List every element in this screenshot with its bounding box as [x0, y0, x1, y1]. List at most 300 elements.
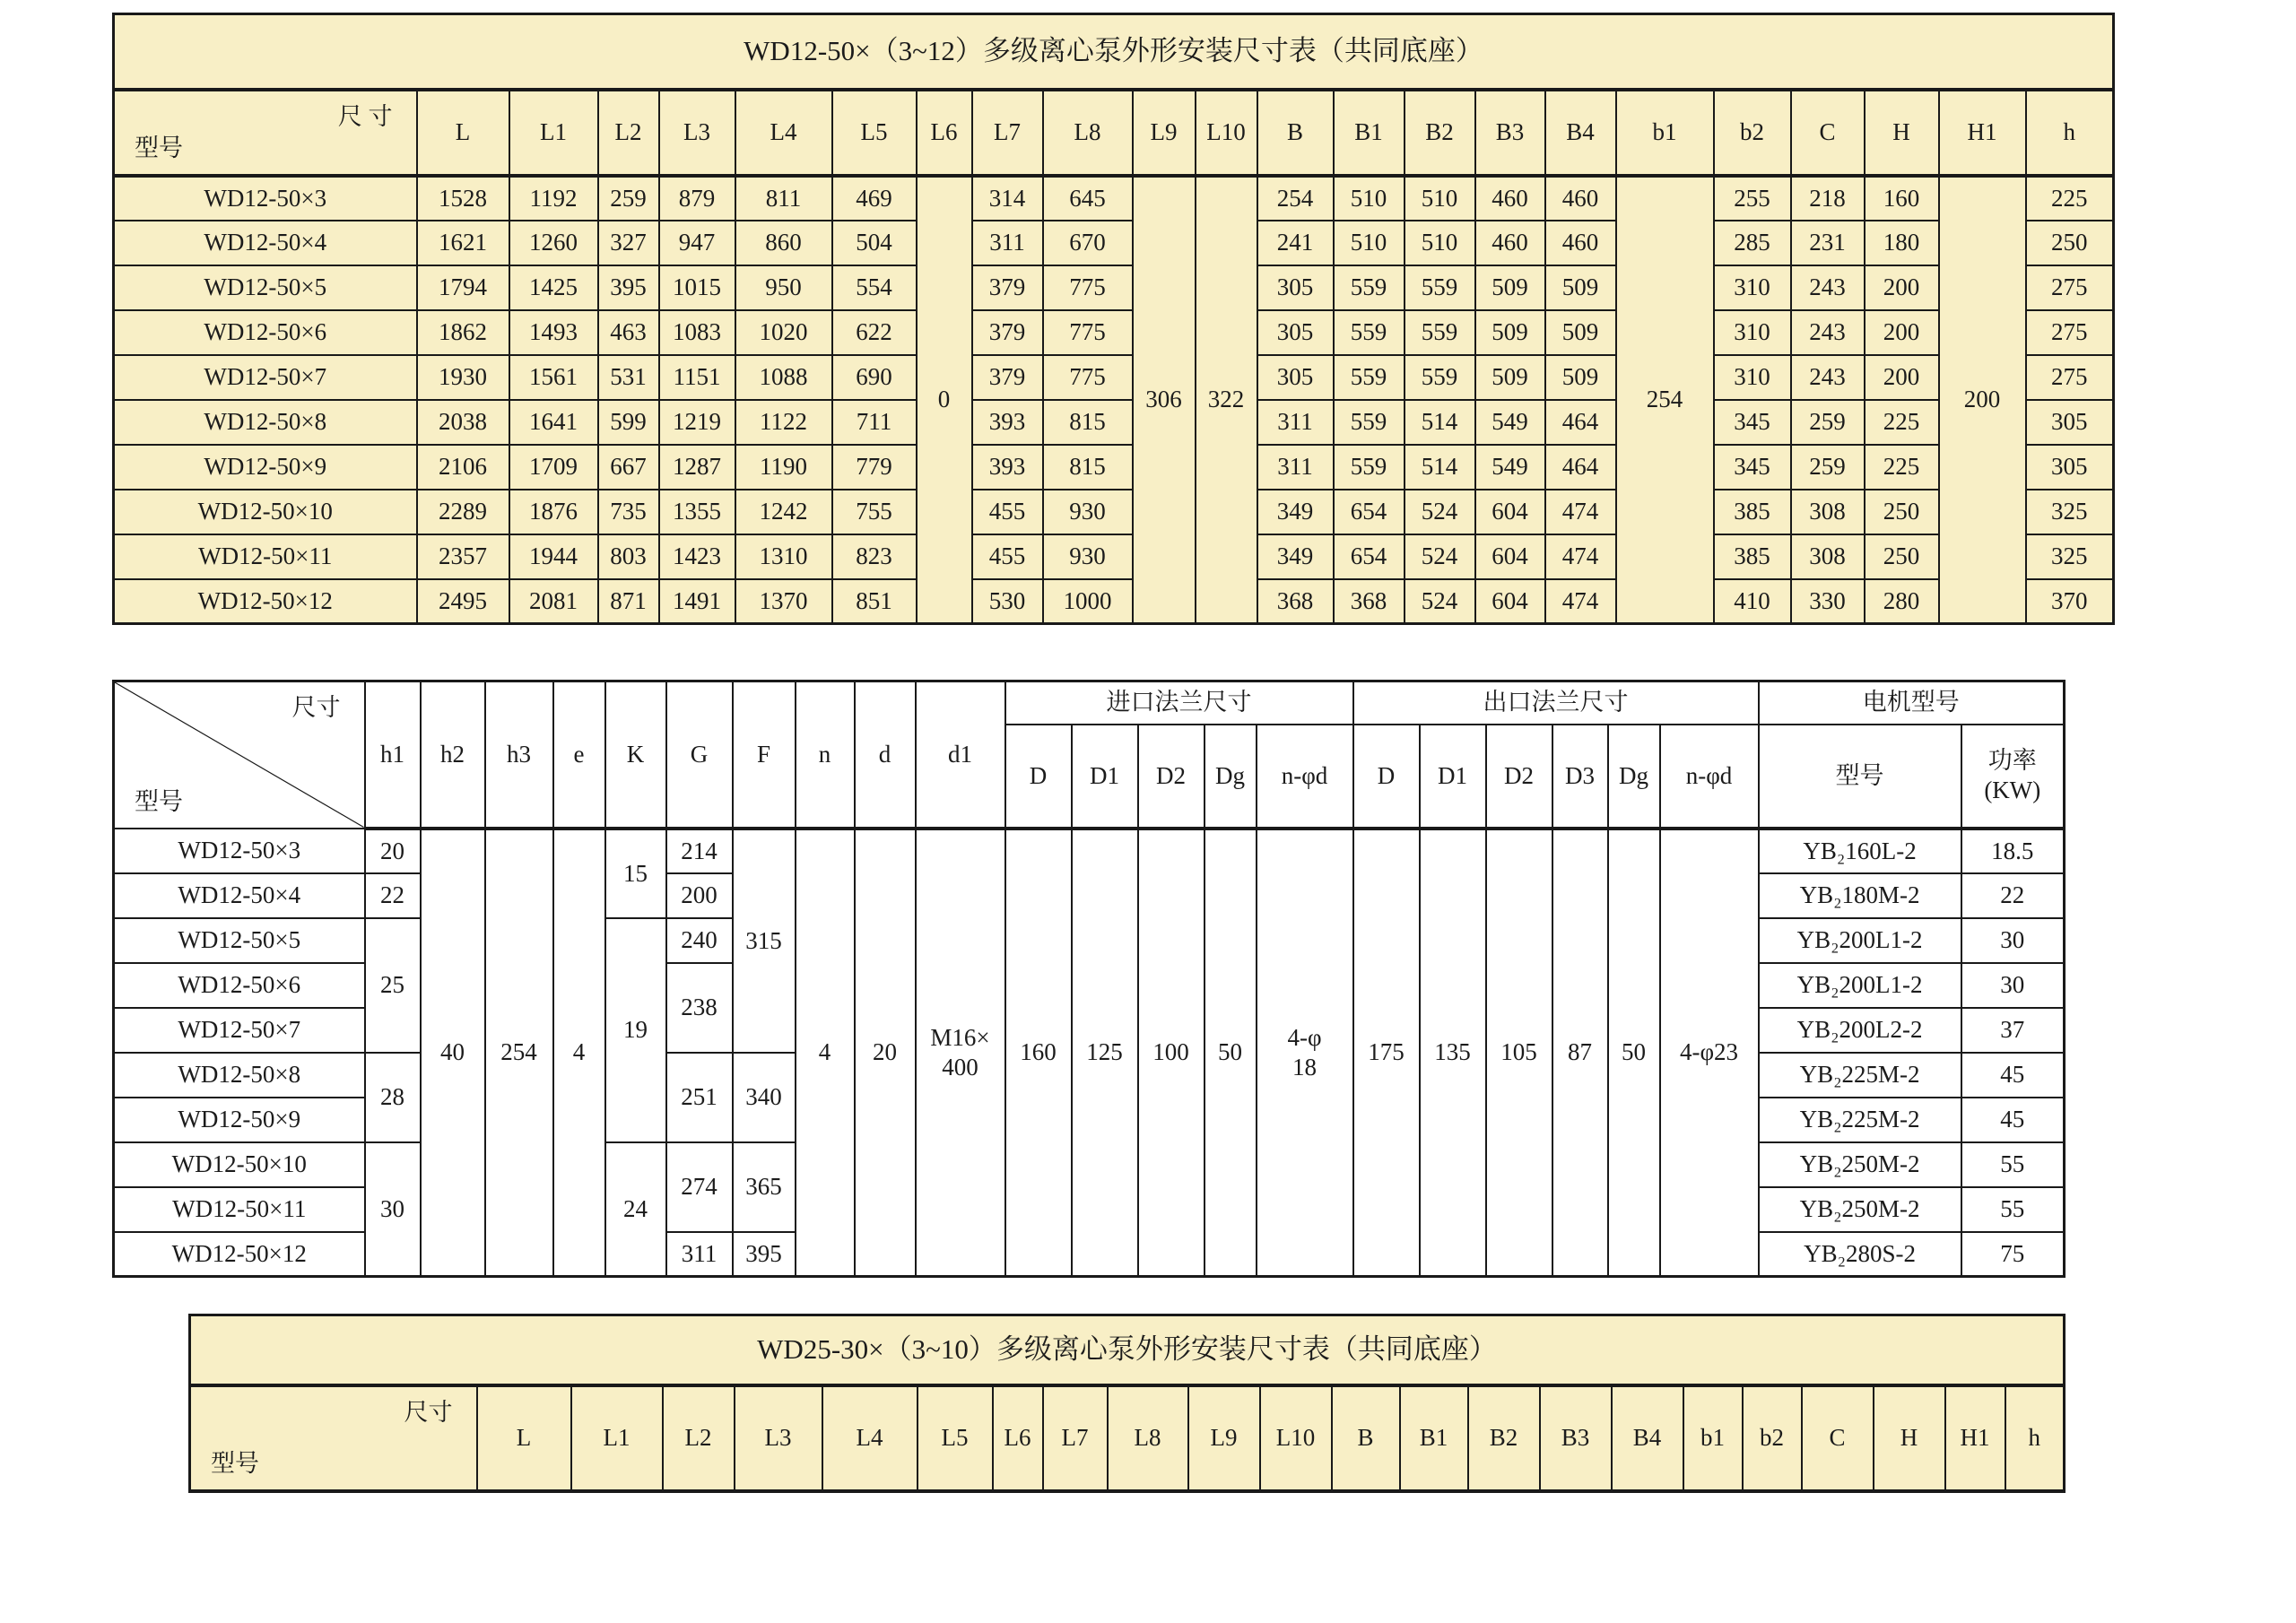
data-cell: 225: [1865, 445, 1939, 490]
col-header: B1: [1334, 90, 1405, 176]
col-header: D1: [1072, 725, 1138, 829]
motor-model-cell: YB₂180M-2: [1759, 873, 1961, 918]
data-cell-merged-G: 251: [666, 1053, 733, 1142]
data-cell: 510: [1334, 176, 1405, 221]
data-cell: 327: [598, 221, 659, 265]
data-cell: 549: [1475, 400, 1545, 445]
data-cell: 393: [972, 445, 1043, 490]
data-cell: 200: [1865, 310, 1939, 355]
data-cell: 250: [1865, 490, 1939, 534]
data-cell: 654: [1334, 534, 1405, 579]
data-cell-merged-h1: 25: [365, 918, 421, 1053]
model-cell: WD12-50×11: [114, 1187, 365, 1232]
data-cell: 1930: [417, 355, 509, 400]
col-header: L4: [822, 1385, 918, 1491]
data-cell: 670: [1043, 221, 1133, 265]
data-cell: 815: [1043, 400, 1133, 445]
model-cell: WD12-50×8: [114, 400, 417, 445]
data-cell: 325: [2026, 490, 2114, 534]
data-cell: 305: [1257, 310, 1334, 355]
data-cell-merged-n: 4: [796, 829, 855, 1277]
data-cell: 241: [1257, 221, 1334, 265]
data-cell: 345: [1714, 445, 1791, 490]
col-header: H: [1874, 1385, 1945, 1491]
col-header: n-φd: [1257, 725, 1353, 829]
group-header-inlet-flange: 进口法兰尺寸: [1005, 681, 1353, 725]
model-cell: WD12-50×4: [114, 873, 365, 918]
data-cell: 950: [735, 265, 832, 310]
data-cell: 2357: [417, 534, 509, 579]
col-header: B: [1257, 90, 1334, 176]
col-header: L2: [663, 1385, 735, 1491]
data-cell: 1015: [659, 265, 735, 310]
data-cell: 214: [666, 829, 733, 873]
data-cell: 460: [1475, 221, 1545, 265]
data-cell-merged-outlet-D2: 105: [1486, 829, 1552, 1277]
data-cell: 711: [832, 400, 917, 445]
col-header: L8: [1043, 90, 1133, 176]
data-cell: 2106: [417, 445, 509, 490]
col-header: L6: [993, 1385, 1043, 1491]
data-cell: 811: [735, 176, 832, 221]
data-cell: 1151: [659, 355, 735, 400]
data-cell: 1528: [417, 176, 509, 221]
data-cell: 1944: [509, 534, 598, 579]
data-cell-merged-h2: 40: [421, 829, 485, 1277]
model-cell: WD12-50×6: [114, 963, 365, 1008]
table-row: [114, 445, 2114, 490]
group-header-outlet-flange: 出口法兰尺寸: [1353, 681, 1759, 725]
data-cell: 1000: [1043, 579, 1133, 624]
data-cell: 690: [832, 355, 917, 400]
col-header: L9: [1188, 1385, 1260, 1491]
data-cell: 368: [1334, 579, 1405, 624]
table-row: [190, 1385, 2065, 1491]
data-cell: 559: [1334, 355, 1405, 400]
data-cell: 200: [1865, 265, 1939, 310]
data-cell-merged-h3: 254: [485, 829, 553, 1277]
motor-model-cell: YB₂225M-2: [1759, 1098, 1961, 1142]
data-cell: 509: [1475, 310, 1545, 355]
data-cell: 474: [1545, 579, 1616, 624]
data-cell: 395: [598, 265, 659, 310]
data-cell: 599: [598, 400, 659, 445]
data-cell-merged-F: 340: [733, 1053, 796, 1142]
data-cell: 280: [1865, 579, 1939, 624]
data-cell: 311: [972, 221, 1043, 265]
data-cell: 379: [972, 355, 1043, 400]
corner-model-label: 型号: [211, 1449, 259, 1477]
data-cell: 851: [832, 579, 917, 624]
col-header: B3: [1540, 1385, 1612, 1491]
col-header: B4: [1612, 1385, 1683, 1491]
data-cell: 815: [1043, 445, 1133, 490]
data-cell-merged-G: 238: [666, 963, 733, 1053]
col-header: L2: [598, 90, 659, 176]
data-cell: 305: [2026, 445, 2114, 490]
table-row: [190, 1315, 2065, 1385]
col-header: L3: [735, 1385, 822, 1491]
data-cell: 775: [1043, 310, 1133, 355]
table-row: [114, 355, 2114, 400]
inlet-nphid-line2: 18: [1292, 1053, 1317, 1081]
data-cell: 200: [1865, 355, 1939, 400]
col-header: e: [553, 681, 605, 829]
data-cell: 604: [1475, 534, 1545, 579]
data-cell: 469: [832, 176, 917, 221]
power-unit: (KW): [1984, 777, 2041, 803]
data-cell: 514: [1405, 445, 1475, 490]
data-cell: 310: [1714, 355, 1791, 400]
data-cell: 1355: [659, 490, 735, 534]
data-cell: 243: [1791, 265, 1865, 310]
d1-line1: M16×: [930, 1023, 990, 1051]
model-cell: WD12-50×4: [114, 221, 417, 265]
model-cell: WD12-50×7: [114, 1008, 365, 1053]
table-row: [114, 221, 2114, 265]
data-cell: 310: [1714, 310, 1791, 355]
col-header: h1: [365, 681, 421, 829]
model-cell: WD12-50×9: [114, 1098, 365, 1142]
model-cell: WD12-50×11: [114, 534, 417, 579]
data-cell: 225: [2026, 176, 2114, 221]
model-cell: WD12-50×8: [114, 1053, 365, 1098]
col-header: L6: [917, 90, 972, 176]
data-cell: 504: [832, 221, 917, 265]
data-cell-merged-G: 274: [666, 1142, 733, 1232]
data-cell: 549: [1475, 445, 1545, 490]
data-cell-merged-d: 20: [855, 829, 916, 1277]
data-cell: 509: [1475, 355, 1545, 400]
data-cell: 530: [972, 579, 1043, 624]
motor-power-cell: 22: [1961, 873, 2065, 918]
col-header: b1: [1616, 90, 1714, 176]
data-cell: 231: [1791, 221, 1865, 265]
table-row: [114, 400, 2114, 445]
model-cell: WD12-50×7: [114, 355, 417, 400]
flange-motor-table: [112, 680, 2066, 1278]
data-cell-merged-inlet-D: 160: [1005, 829, 1072, 1277]
data-cell: 930: [1043, 534, 1133, 579]
motor-power-cell: 45: [1961, 1098, 2065, 1142]
wd25-dimensions-table: [188, 1314, 2066, 1493]
col-header: K: [605, 681, 666, 829]
motor-power-cell: 45: [1961, 1053, 2065, 1098]
model-cell: WD12-50×12: [114, 1232, 365, 1277]
data-cell: 379: [972, 265, 1043, 310]
data-cell: 604: [1475, 579, 1545, 624]
col-header: D: [1005, 725, 1072, 829]
corner-size-label: 尺 寸: [337, 102, 393, 130]
data-cell: 1088: [735, 355, 832, 400]
data-cell-merged-inlet-D2: 100: [1138, 829, 1205, 1277]
col-header: C: [1791, 90, 1865, 176]
corner-size-label: 尺寸: [404, 1398, 453, 1426]
motor-model-cell: YB₂225M-2: [1759, 1053, 1961, 1098]
data-cell-merged-h1: 28: [365, 1053, 421, 1142]
table-row: [114, 90, 2114, 176]
table-row: [114, 829, 2065, 873]
data-cell: 460: [1545, 221, 1616, 265]
data-cell: 1862: [417, 310, 509, 355]
motor-model-cell: YB₂200L1-2: [1759, 918, 1961, 963]
col-header-power: [1961, 725, 2065, 829]
col-header: H: [1865, 90, 1939, 176]
data-cell: 275: [2026, 355, 2114, 400]
col-header: F: [733, 681, 796, 829]
motor-model-cell: YB₂280S-2: [1759, 1232, 1961, 1277]
data-cell: 510: [1334, 221, 1405, 265]
data-cell-merged-inlet-Dg: 50: [1205, 829, 1257, 1277]
data-cell-merged-inlet-nphid: [1257, 829, 1353, 1277]
data-cell-merged-e: 4: [553, 829, 605, 1277]
data-cell: 275: [2026, 310, 2114, 355]
data-cell: 464: [1545, 400, 1616, 445]
data-cell: 1641: [509, 400, 598, 445]
data-cell: 325: [2026, 534, 2114, 579]
data-cell: 1020: [735, 310, 832, 355]
data-cell: 860: [735, 221, 832, 265]
data-cell: 559: [1405, 355, 1475, 400]
data-cell: 559: [1405, 265, 1475, 310]
data-cell-merged-F: 365: [733, 1142, 796, 1232]
motor-power-cell: 37: [1961, 1008, 2065, 1053]
model-cell: WD12-50×3: [114, 829, 365, 873]
data-cell: 464: [1545, 445, 1616, 490]
data-cell: 509: [1475, 265, 1545, 310]
table-row: [114, 310, 2114, 355]
col-header: d1: [916, 681, 1005, 829]
model-cell: WD12-50×9: [114, 445, 417, 490]
col-header: h2: [421, 681, 485, 829]
data-cell: 1310: [735, 534, 832, 579]
data-cell: 370: [2026, 579, 2114, 624]
data-cell: 2289: [417, 490, 509, 534]
data-cell: 259: [598, 176, 659, 221]
data-cell: 259: [1791, 445, 1865, 490]
data-cell: 305: [1257, 265, 1334, 310]
data-cell: 1493: [509, 310, 598, 355]
col-header: L10: [1260, 1385, 1332, 1491]
data-cell: 243: [1791, 310, 1865, 355]
col-header: L9: [1133, 90, 1196, 176]
data-cell: 20: [365, 829, 421, 873]
data-cell: 225: [1865, 400, 1939, 445]
data-cell-merged-outlet-Dg: 50: [1608, 829, 1660, 1277]
data-cell-merged-F: 315: [733, 829, 796, 1053]
motor-power-cell: 55: [1961, 1187, 2065, 1232]
data-cell: 455: [972, 490, 1043, 534]
data-cell: 1423: [659, 534, 735, 579]
data-cell: 160: [1865, 176, 1939, 221]
col-header: L: [477, 1385, 571, 1491]
table-row: [114, 490, 2114, 534]
data-cell-merged-L6: 0: [917, 176, 972, 624]
motor-model-cell: YB₂160L-2: [1759, 829, 1961, 873]
col-header: D2: [1138, 725, 1205, 829]
data-cell: 259: [1791, 400, 1865, 445]
corner-size-label: 尺寸: [291, 694, 341, 721]
data-cell: 349: [1257, 490, 1334, 534]
data-cell: 2081: [509, 579, 598, 624]
motor-model-cell: YB₂200L2-2: [1759, 1008, 1961, 1053]
table-title: WD12-50×（3~12）多级离心泵外形安装尺寸表（共同底座）: [114, 14, 2114, 90]
data-cell: 240: [666, 918, 733, 963]
col-header: D3: [1552, 725, 1608, 829]
data-cell: 305: [1257, 355, 1334, 400]
data-cell: 823: [832, 534, 917, 579]
col-header: L7: [972, 90, 1043, 176]
col-header: L8: [1108, 1385, 1188, 1491]
data-cell: 1083: [659, 310, 735, 355]
data-cell-merged-K: 15: [605, 829, 666, 918]
data-cell: 775: [1043, 265, 1133, 310]
data-cell: 1192: [509, 176, 598, 221]
col-header: h: [2005, 1385, 2065, 1491]
data-cell-merged-L9: 306: [1133, 176, 1196, 624]
data-cell: 947: [659, 221, 735, 265]
col-header: B3: [1475, 90, 1545, 176]
col-header: L5: [832, 90, 917, 176]
col-header: B4: [1545, 90, 1616, 176]
data-cell: 554: [832, 265, 917, 310]
col-header: L4: [735, 90, 832, 176]
data-cell-merged-inlet-D1: 125: [1072, 829, 1138, 1277]
col-header: h: [2026, 90, 2114, 176]
col-header: d: [855, 681, 916, 829]
col-header: D2: [1486, 725, 1552, 829]
col-header: B1: [1400, 1385, 1468, 1491]
model-cell: WD12-50×10: [114, 490, 417, 534]
data-cell-merged-H1: 200: [1939, 176, 2026, 624]
data-cell: 735: [598, 490, 659, 534]
col-header: n: [796, 681, 855, 829]
col-header: H1: [1945, 1385, 2005, 1491]
data-cell: 510: [1405, 176, 1475, 221]
group-header-motor: 电机型号: [1759, 681, 2065, 725]
data-cell: 779: [832, 445, 917, 490]
data-cell: 250: [2026, 221, 2114, 265]
data-cell: 254: [1257, 176, 1334, 221]
col-header: L5: [918, 1385, 993, 1491]
data-cell-merged-K: 24: [605, 1142, 666, 1277]
data-cell: 1876: [509, 490, 598, 534]
data-cell: 255: [1714, 176, 1791, 221]
data-cell: 604: [1475, 490, 1545, 534]
data-cell: 2495: [417, 579, 509, 624]
data-cell: 1491: [659, 579, 735, 624]
data-cell-merged-b1: 254: [1616, 176, 1714, 624]
data-cell-merged-d1: [916, 829, 1005, 1277]
col-header: B2: [1468, 1385, 1540, 1491]
table-row: [114, 265, 2114, 310]
col-header: C: [1802, 1385, 1874, 1491]
table-row: [114, 579, 2114, 624]
corner-model-label: 型号: [135, 787, 183, 815]
data-cell: 1794: [417, 265, 509, 310]
table-row: [114, 14, 2114, 90]
col-header: B: [1332, 1385, 1400, 1491]
col-header: B2: [1405, 90, 1475, 176]
data-cell: 1709: [509, 445, 598, 490]
data-cell: 559: [1334, 400, 1405, 445]
data-cell: 1370: [735, 579, 832, 624]
data-cell: 22: [365, 873, 421, 918]
data-cell: 345: [1714, 400, 1791, 445]
col-header: G: [666, 681, 733, 829]
data-cell: 1260: [509, 221, 598, 265]
col-header: L1: [509, 90, 598, 176]
table-row: [114, 681, 2065, 725]
data-cell: 1287: [659, 445, 735, 490]
model-cell: WD12-50×6: [114, 310, 417, 355]
motor-model-cell: YB₂250M-2: [1759, 1142, 1961, 1187]
col-header: L1: [571, 1385, 663, 1491]
data-cell: 803: [598, 534, 659, 579]
motor-model-cell: YB₂250M-2: [1759, 1187, 1961, 1232]
data-cell: 559: [1405, 310, 1475, 355]
motor-power-cell: 30: [1961, 918, 2065, 963]
data-cell: 1621: [417, 221, 509, 265]
data-cell: 305: [2026, 400, 2114, 445]
data-cell: 460: [1545, 176, 1616, 221]
motor-power-cell: 55: [1961, 1142, 2065, 1187]
data-cell: 514: [1405, 400, 1475, 445]
data-cell: 310: [1714, 265, 1791, 310]
motor-power-cell: 18.5: [1961, 829, 2065, 873]
data-cell: 385: [1714, 490, 1791, 534]
corner-cell: [114, 90, 417, 176]
data-cell: 755: [832, 490, 917, 534]
model-cell: WD12-50×10: [114, 1142, 365, 1187]
wd12-dimensions-table: [112, 13, 2115, 625]
data-cell-merged-outlet-D3: 87: [1552, 829, 1608, 1277]
data-cell: 474: [1545, 490, 1616, 534]
col-header: D1: [1420, 725, 1486, 829]
col-header: L10: [1196, 90, 1257, 176]
table-title: WD25-30×（3~10）多级离心泵外形安装尺寸表（共同底座）: [190, 1315, 2065, 1385]
data-cell: 645: [1043, 176, 1133, 221]
col-header: L: [417, 90, 509, 176]
data-cell: 385: [1714, 534, 1791, 579]
data-cell: 1561: [509, 355, 598, 400]
data-cell: 1122: [735, 400, 832, 445]
data-cell: 474: [1545, 534, 1616, 579]
data-cell: 524: [1405, 490, 1475, 534]
col-header: b2: [1743, 1385, 1802, 1491]
data-cell: 871: [598, 579, 659, 624]
data-cell: 1219: [659, 400, 735, 445]
data-cell: 349: [1257, 534, 1334, 579]
d1-line2: 400: [942, 1053, 978, 1081]
motor-power-cell: 75: [1961, 1232, 2065, 1277]
data-cell: 314: [972, 176, 1043, 221]
data-cell: 524: [1405, 579, 1475, 624]
data-cell: 393: [972, 400, 1043, 445]
col-header: Dg: [1608, 725, 1660, 829]
col-header: L3: [659, 90, 735, 176]
data-cell-merged-outlet-nphid: 4-φ23: [1660, 829, 1759, 1277]
data-cell: 308: [1791, 490, 1865, 534]
inlet-nphid-line1: 4-φ: [1287, 1023, 1322, 1051]
model-cell: WD12-50×5: [114, 918, 365, 963]
col-header: L7: [1043, 1385, 1108, 1491]
data-cell: 455: [972, 534, 1043, 579]
data-cell: 311: [1257, 400, 1334, 445]
data-cell: 879: [659, 176, 735, 221]
data-cell: 368: [1257, 579, 1334, 624]
data-cell: 243: [1791, 355, 1865, 400]
